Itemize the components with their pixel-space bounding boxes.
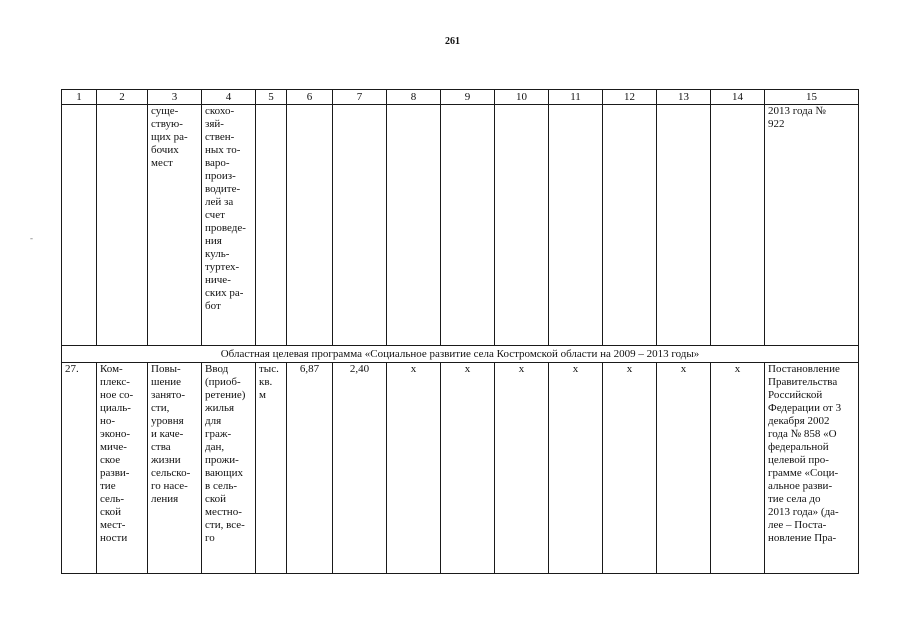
table-cell (657, 105, 711, 346)
column-number: 3 (148, 90, 202, 105)
table-cell: скохо- зяй- ствен- ных то- варо- произ- водите- лей за счет проведе- ния куль- туртех- ниче- ских ра- бот (202, 105, 256, 346)
value-cell: x (387, 363, 441, 574)
column-number: 2 (97, 90, 148, 105)
program-title: Областная целевая программа «Социальное развитие села Костромской области на 2009 – 2013 годы» (62, 346, 859, 363)
table-row (62, 105, 859, 346)
table-cell (256, 105, 287, 346)
column-number: 13 (657, 90, 711, 105)
program-title-row (62, 346, 859, 363)
column-number: 7 (333, 90, 387, 105)
table-cell (603, 105, 657, 346)
table-cell: 2013 года № 922 (765, 105, 859, 346)
row-number: 27. (62, 363, 97, 574)
column-number: 10 (495, 90, 549, 105)
table-row (62, 363, 859, 574)
column-number: 9 (441, 90, 495, 105)
table-cell (711, 105, 765, 346)
table-cell (97, 105, 148, 346)
column-number: 15 (765, 90, 859, 105)
stray-mark: - (30, 233, 33, 243)
value-cell: 2,40 (333, 363, 387, 574)
value-cell: x (441, 363, 495, 574)
table-cell (495, 105, 549, 346)
value-cell: x (603, 363, 657, 574)
value-cell: 6,87 (287, 363, 333, 574)
table-cell: Повы- шение занято- сти, уровня и каче- ства жизни сельско- го насе- ления (148, 363, 202, 574)
table-header-row (62, 90, 859, 105)
column-number: 11 (549, 90, 603, 105)
table-cell: Постановление Правительства Российской Федерации от 3 декабря 2002 года № 858 «О федеральной целевой про- грамме «Соци- альное разви- тие села до 2013 года» (да- лее – Поста- новление Пра- (765, 363, 859, 574)
table-cell (441, 105, 495, 346)
table-cell (333, 105, 387, 346)
table-cell: Ввод (приоб- ретение) жилья для граж- дан, прожи- вающих в сель- ской местно- сти, все- го (202, 363, 256, 574)
column-number: 1 (62, 90, 97, 105)
table-cell (62, 105, 97, 346)
page-number: 261 (445, 36, 460, 47)
table-cell: Ком- плекс- ное со- циаль- но- эконо- миче- ское разви- тие сель- ской мест- ности (97, 363, 148, 574)
column-number: 14 (711, 90, 765, 105)
value-cell: x (711, 363, 765, 574)
table-cell (287, 105, 333, 346)
column-number: 6 (287, 90, 333, 105)
table-cell (549, 105, 603, 346)
data-table (61, 89, 859, 574)
unit-cell: тыс. кв. м (256, 363, 287, 574)
value-cell: x (549, 363, 603, 574)
column-number: 8 (387, 90, 441, 105)
value-cell: x (657, 363, 711, 574)
value-cell: x (495, 363, 549, 574)
column-number: 5 (256, 90, 287, 105)
column-number: 4 (202, 90, 256, 105)
column-number: 12 (603, 90, 657, 105)
table-cell: суще- ствую- щих ра- бочих мест (148, 105, 202, 346)
table-cell (387, 105, 441, 346)
